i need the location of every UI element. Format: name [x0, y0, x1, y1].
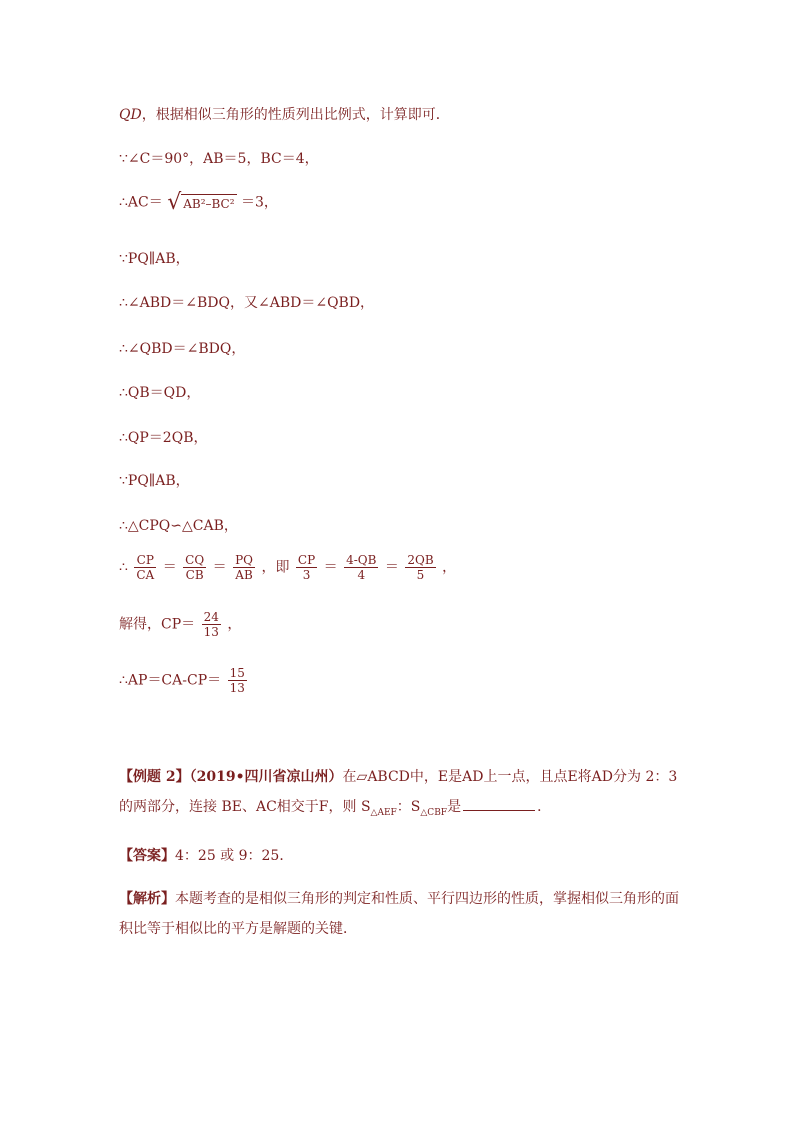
answer-text: 4：25 或 9：25． [175, 848, 294, 864]
solution-line-7: ∴QB＝QD， [119, 385, 201, 401]
solution-line-6: ∴∠QBD＝∠BDQ， [119, 341, 246, 357]
segment-qd: QD [119, 107, 142, 123]
fraction-24-13: $\frac{24}{13}$ [203, 610, 219, 639]
fraction-cp-3: $\frac{CP}{3}$ [297, 553, 316, 582]
fraction-cp-ca: $\frac{CP}{CA}$ [136, 553, 155, 582]
equals-sign: ＝ [162, 559, 177, 576]
ac-prefix: ∴AC＝ [119, 194, 163, 211]
solution-line-1 [119, 104, 450, 124]
sqrt-expression [167, 190, 236, 215]
solution-line-8: ∴QP＝2QB， [119, 430, 208, 446]
question-text-c: 是 [447, 799, 462, 815]
line-1-text: ，根据相似三角形的性质列出比例式，计算即可． [141, 107, 450, 123]
therefore-sign: ∴ [119, 559, 128, 576]
analysis-block [119, 884, 679, 944]
solution-line-11 [119, 553, 456, 582]
example-2-question [119, 762, 679, 828]
equals-sign: ＝ [384, 559, 399, 576]
ap-prefix: ∴AP＝CA-CP＝ [119, 672, 222, 689]
fraction-pq-ab: $\frac{PQ}{AB}$ [235, 553, 253, 582]
comma: ， [227, 616, 242, 633]
subscript-aef: △AEF [370, 807, 397, 818]
solution-line-2: ∵∠C＝90°，AB＝5，BC＝4， [119, 151, 319, 167]
fraction-cq-cb: $\frac{CQ}{CB}$ [185, 553, 205, 582]
fraction-4-qb: $\frac{4-QB}{4}$ [346, 553, 377, 582]
answer-blank [463, 798, 535, 811]
radicand: AB²–BC² [181, 194, 236, 211]
fraction-2qb-5: $\frac{2QB}{5}$ [407, 553, 434, 582]
equals-sign: ＝ [212, 559, 227, 576]
radical-sign: √ [167, 190, 182, 215]
ac-result: ＝3， [241, 194, 278, 211]
solution-line-4: ∵PQ∥AB， [119, 251, 190, 267]
solution-line-5: ∴∠ABD＝∠BDQ，又∠ABD＝∠QBD， [119, 295, 375, 311]
namely-text: ，即 [261, 559, 290, 576]
example-source: （2019•四川省凉山州） [189, 769, 343, 785]
comma: ， [442, 559, 457, 576]
solution-line-12 [119, 610, 241, 639]
fraction-15-13: $\frac{15}{13}$ [229, 666, 245, 695]
ratio-colon: ：S [396, 799, 421, 815]
solution-line-3 [119, 190, 278, 215]
analysis-text: 本题考查的是相似三角形的判定和性质、平行四边形的性质，掌握相似三角形的面积比等于相似比的平方是解题的关键． [119, 891, 679, 937]
question-end: ． [537, 799, 552, 815]
equals-sign: ＝ [323, 559, 338, 576]
question-text-a: 在▱ABCD中，E是AD上一点，且点E将AD分为 2：3 [342, 769, 678, 785]
solution-line-13 [119, 666, 249, 695]
solve-prefix: 解得，CP＝ [119, 616, 196, 633]
answer-label: 【答案】 [119, 848, 175, 864]
example-label: 【例题 2】 [119, 769, 190, 785]
solution-line-9: ∵PQ∥AB， [119, 473, 190, 489]
solution-line-10: ∴△CPQ∽△CAB， [119, 518, 238, 534]
analysis-label: 【解析】 [119, 891, 175, 907]
question-text-b: 的两部分，连接 BE、AC相交于F，则 S [119, 799, 371, 815]
answer-line [119, 845, 293, 865]
subscript-cbf: △CBF [420, 807, 448, 818]
